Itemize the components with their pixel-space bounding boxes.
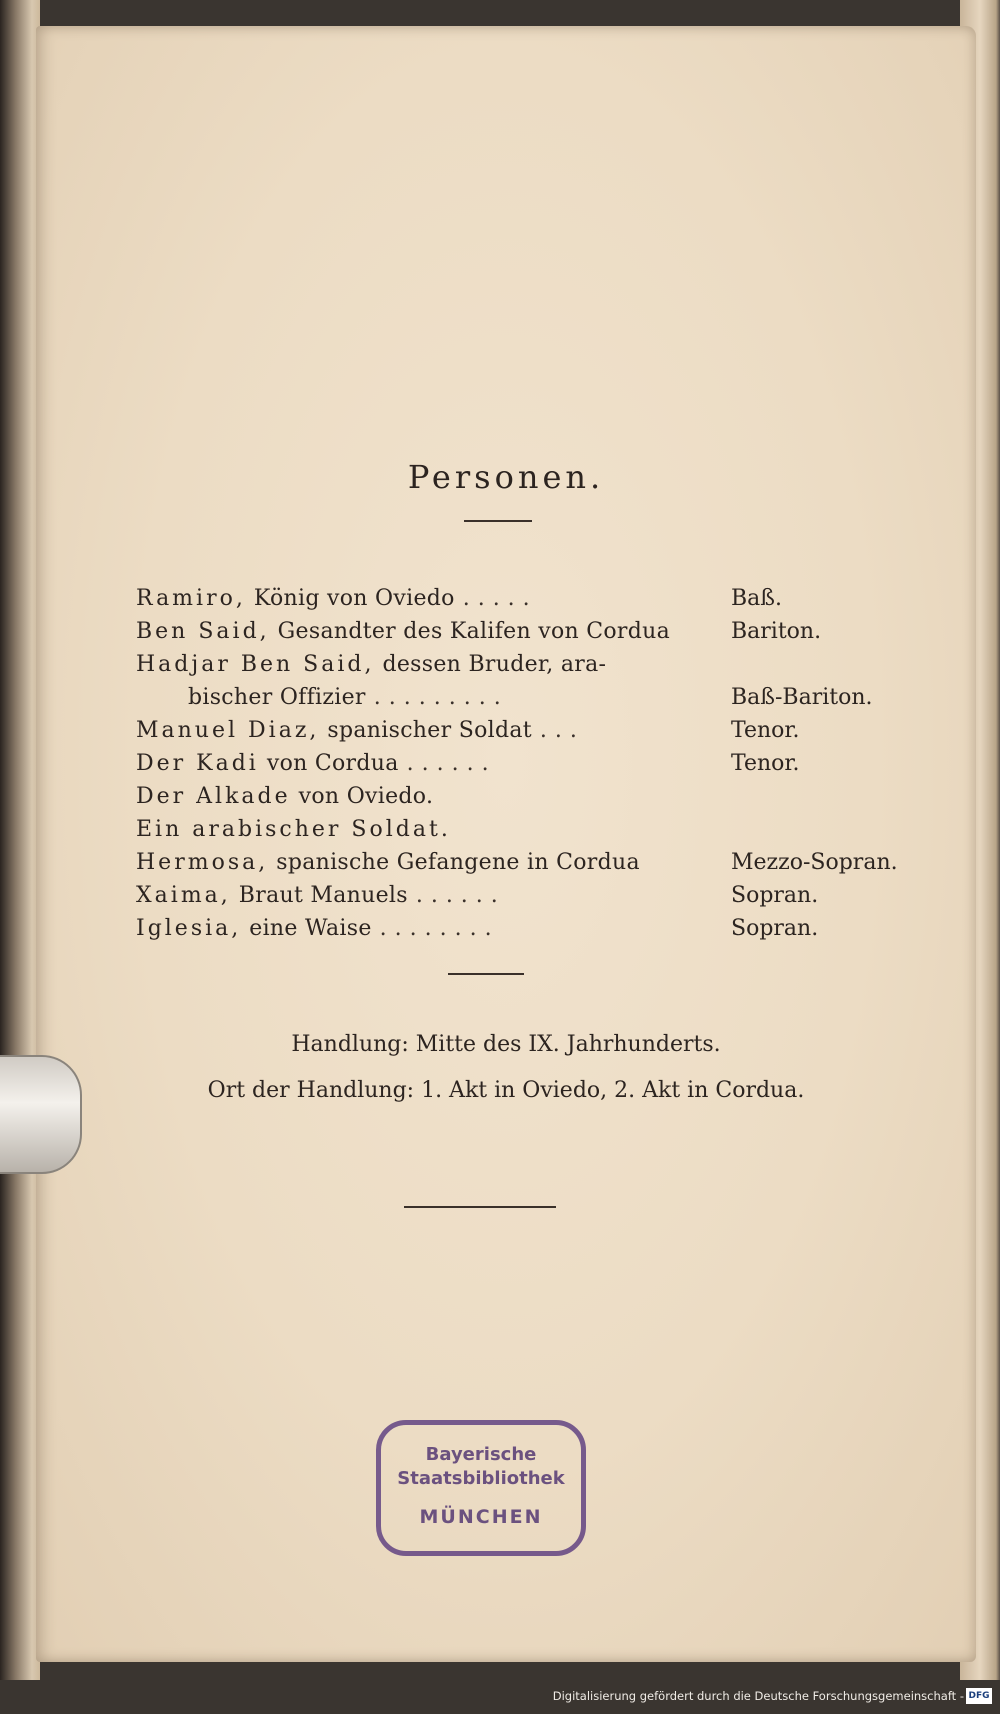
cast-row-continuation [136,685,896,718]
character-name: Hadjar Ben Said, [136,652,375,677]
character-description: eine Waise [249,916,372,941]
character-name: Der Alkade [136,784,291,809]
character-description: spanische Gefangene in Cordua [276,850,640,875]
character-description: Gesandter des Kalifen von Cordua [277,619,671,644]
voice-type: Tenor. [731,751,800,776]
cast-row [136,883,896,916]
leader-dots: ...... [406,751,497,776]
cast-row [136,652,896,685]
voice-type: Baß. [731,586,782,611]
cast-row [136,850,896,883]
character-description: spanischer Soldat [327,718,532,743]
character-name: Iglesia, [136,916,242,941]
leader-dots: ...... [415,883,506,908]
character-description: dessen Bruder, ara- [382,652,607,677]
dfg-logo: DFG [966,1688,992,1704]
character-name: Ramiro, [136,586,246,611]
page-title: Personen. [407,458,605,496]
leader-dots: ......... [373,685,509,710]
cast-row [136,586,896,619]
leader-dots: ... [539,718,585,743]
cast-row [136,916,896,949]
book-page [36,26,976,1662]
character-name: Ben Said, [136,619,270,644]
end-rule [404,1206,556,1208]
handlung-line: Handlung: Mitte des IX. Jahrhunderts. [291,1032,721,1057]
cast-row [136,718,896,751]
character-description: König von Oviedo [253,586,455,611]
character-description: bischer Offizier [188,685,366,710]
page-clip [0,1055,82,1174]
book-spine-left [0,0,40,1680]
footer-bar [0,1680,1000,1714]
cast-rule [448,973,524,975]
voice-type: Baß-Bariton. [731,685,873,710]
leader-dots: ........ [379,916,500,941]
ort-line: Ort der Handlung: 1. Akt in Oviedo, 2. Akt in Cordua. [207,1078,805,1103]
character-description: von Cordua [266,751,399,776]
stamp-line-2: Staatsbibliothek [397,1468,565,1489]
voice-type: Sopran. [731,883,819,908]
cast-list [136,586,896,949]
footer-credit: Digitalisierung gefördert durch die Deutsche Forschungsgemeinschaft - [552,1689,964,1703]
cast-row [136,784,896,817]
voice-type: Bariton. [731,619,822,644]
character-name: Manuel Diaz, [136,718,320,743]
voice-type: Mezzo-Sopran. [731,850,898,875]
cast-row [136,751,896,784]
character-name: Xaima, [136,883,231,908]
character-name: Ein arabischer Soldat. [136,817,451,842]
leader-dots: ..... [462,586,538,611]
voice-type: Tenor. [731,718,800,743]
title-rule [464,520,532,522]
stamp-line-1: Bayerische [425,1444,537,1465]
voice-type: Sopran. [731,916,819,941]
character-description: von Oviedo. [298,784,434,809]
stamp-line-3: MÜNCHEN [419,1506,543,1528]
library-stamp [376,1420,586,1556]
character-name: Hermosa, [136,850,269,875]
character-description: Braut Manuels [238,883,408,908]
cast-row [136,619,896,652]
character-name: Der Kadi [136,751,259,776]
cast-row [136,817,896,850]
